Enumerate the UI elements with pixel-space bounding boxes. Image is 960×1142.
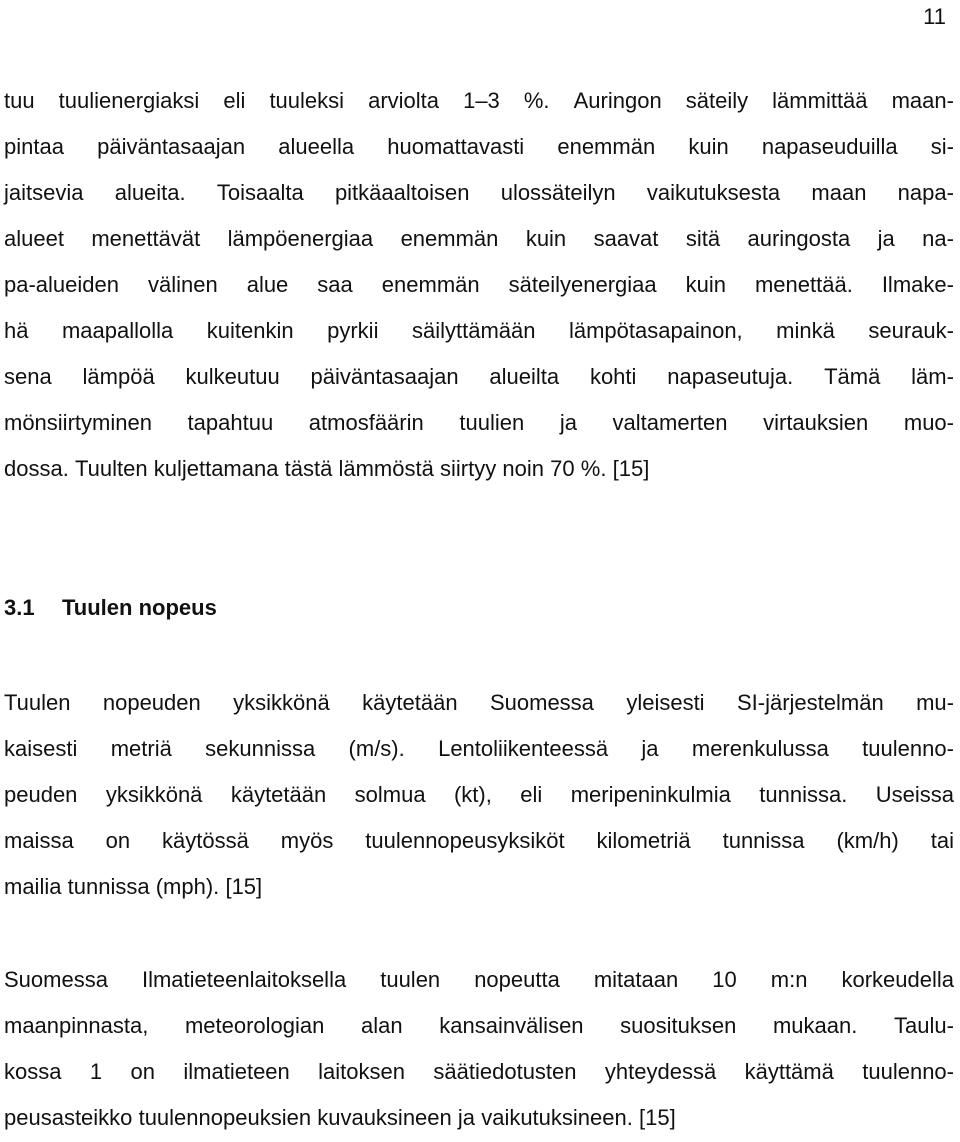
word: mönsiirtyminen [4,410,152,435]
text-line [4,1103,954,1133]
word: huomattavasti [387,134,525,159]
word: m:n [770,967,808,992]
word: (km/h) [836,828,899,853]
word: kossa [4,1059,62,1084]
word: Tämä [824,364,881,389]
word: enemmän [557,134,656,159]
word: ja [877,226,895,251]
word: [15] [639,1105,676,1130]
word: Lentoliikenteessä [438,736,609,761]
word: 10 [712,967,737,992]
word: tuulenno- [862,736,954,761]
word: Tuulen [4,690,71,715]
section-title: Tuulen nopeus [62,595,217,620]
word: alan [361,1013,403,1038]
word: [15] [225,874,263,899]
word: 70 [550,456,575,481]
word: Ilmatieteenlaitoksella [141,967,347,992]
text-line [4,270,954,300]
word: solmua [354,782,426,807]
word: alueilta [489,364,560,389]
word: metriä [110,736,172,761]
word: päiväntasaajan [310,364,459,389]
word: tunnissa [67,874,150,899]
text-line [4,780,954,810]
word: maissa [4,828,74,853]
word: on [105,828,131,853]
word: Tuulten [74,456,148,481]
word: si- [930,134,954,159]
word: 1 [89,1059,103,1084]
word: saa [317,272,353,297]
word: alueita. [114,180,186,205]
word: lämpöä [82,364,155,389]
word: pyrkii [327,318,379,343]
word: enemmän [400,226,499,251]
word: jaitsevia [4,180,84,205]
word: noin [502,456,544,481]
word: [15] [612,456,650,481]
word: pitkäaaltoisen [334,180,470,205]
word: kuitenkin [206,318,294,343]
word: mu- [916,690,954,715]
word: nopeutta [474,967,560,992]
word: tuu [4,88,35,113]
word: kilometriä [596,828,691,853]
word: tunnissa [722,828,805,853]
word: lämmittää [772,88,868,113]
word: kohti [589,364,637,389]
word: läm- [911,364,954,389]
word: käytetään [362,690,458,715]
word: seurauk- [868,318,954,343]
word: tai [930,828,954,853]
word: napaseutuja. [667,364,794,389]
word: tunnissa. [759,782,848,807]
word: tuulennopeuksien [138,1105,312,1130]
word: suosituksen [620,1013,737,1038]
word: säteilyenergiaa [508,272,657,297]
word: tuulennopeusyksiköt [365,828,565,853]
word: meteorologian [184,1013,325,1038]
text-line [4,224,954,254]
word: kulkeutuu [185,364,280,389]
word: alueella [278,134,355,159]
word: alue [246,272,289,297]
word: sena [4,364,52,389]
word: (m/s). [348,736,405,761]
word: Taulu- [894,1013,954,1038]
word: Toisaalta [216,180,304,205]
text-line [4,1011,954,1041]
word: kuljettamana [153,456,279,481]
text-line [4,408,954,438]
word: yksikkönä [233,690,330,715]
word: yleisesti [626,690,705,715]
word: maanpinnasta, [4,1013,149,1038]
word: ilmatieteen [183,1059,290,1084]
word: maapallolla [61,318,174,343]
word: menettää. [754,272,853,297]
word: virtauksien [763,410,869,435]
word: tuulen [380,967,441,992]
word: maan [811,180,867,205]
word: mitataan [593,967,679,992]
word: korkeudella [841,967,954,992]
word: atmosfäärin [308,410,424,435]
word: saavat [593,226,659,251]
text-line [4,454,954,484]
word: kuin [688,134,729,159]
word: mukaan. [772,1013,858,1038]
word: eli [223,88,246,113]
text-line [4,178,954,208]
section-heading [4,595,217,621]
word: kaisesti [4,736,78,761]
word: merenkulussa [691,736,829,761]
word: maan- [891,88,954,113]
text-line [4,362,954,392]
word: Auringon [573,88,662,113]
word: napa- [897,180,954,205]
word: Suomessa [489,690,594,715]
text-line [4,965,954,995]
word: valtamerten [612,410,728,435]
page-number: 11 [923,4,946,29]
word: kuin [685,272,726,297]
word: muo- [903,410,954,435]
word: tuuleksi [269,88,345,113]
word: dossa. [4,456,69,481]
word: menettävät [91,226,201,251]
word: minkä [776,318,835,343]
word: säilyttämään [411,318,536,343]
text-line [4,132,954,162]
word: Ilmake- [881,272,954,297]
word: vaikutuksineen. [481,1105,633,1130]
word: kuin [525,226,567,251]
word: alueet [4,226,64,251]
word: yhteydessä [604,1059,717,1084]
word: Suomessa [4,967,108,992]
word: %. [580,456,607,481]
word: pintaa [4,134,64,159]
word: napaseuduilla [761,134,898,159]
word: eli [520,782,543,807]
section-number: 3.1 [4,595,35,620]
word: peusasteikko [4,1105,133,1130]
word: ulossäteilyn [500,180,616,205]
text-line [4,872,954,902]
word: lämpöenergiaa [227,226,374,251]
word: pa-alueiden [4,272,119,297]
word: Useissa [875,782,954,807]
text-line [4,1057,954,1087]
word: tuulien [459,410,525,435]
word: tuulienergiaksi [58,88,200,113]
text-line [4,316,954,346]
word: yksikkönä [105,782,203,807]
word: lämpötasapainon, [568,318,743,343]
word: kansainvälisen [439,1013,584,1038]
word: myös [280,828,334,853]
word: peuden [4,782,78,807]
word: välinen [147,272,218,297]
word: 1–3 [463,88,500,113]
word: SI-järjestelmän [736,690,884,715]
word: tuulenno- [862,1059,954,1084]
word: laitoksen [318,1059,406,1084]
word: päiväntasaajan [97,134,246,159]
word: tästä [284,456,333,481]
word: vaikutuksesta [646,180,781,205]
text-line [4,826,954,856]
word: tapahtuu [187,410,274,435]
word: kuvauksineen [317,1105,452,1130]
word: käytetään [230,782,327,807]
word: nopeuden [102,690,201,715]
word: lämmöstä [338,456,434,481]
word: hä [4,318,29,343]
word: (mph). [155,874,220,899]
word: ja [457,1105,476,1130]
word: na- [922,226,954,251]
word: on [130,1059,155,1084]
word: mailia [4,874,62,899]
word: siirtyy [440,456,497,481]
word: käyttämä [744,1059,834,1084]
word: %. [523,88,550,113]
word: meripeninkulmia [570,782,731,807]
word: säteily [685,88,749,113]
text-line [4,688,954,718]
text-line [4,86,954,116]
word: säätiedotusten [433,1059,577,1084]
word: arviolta [368,88,440,113]
word: käytössä [162,828,249,853]
text-line [4,734,954,764]
word: sitä [685,226,721,251]
word: auringosta [747,226,851,251]
word: enemmän [381,272,480,297]
word: ja [559,410,577,435]
word: sekunnissa [205,736,316,761]
word: ja [641,736,659,761]
word: (kt), [453,782,492,807]
